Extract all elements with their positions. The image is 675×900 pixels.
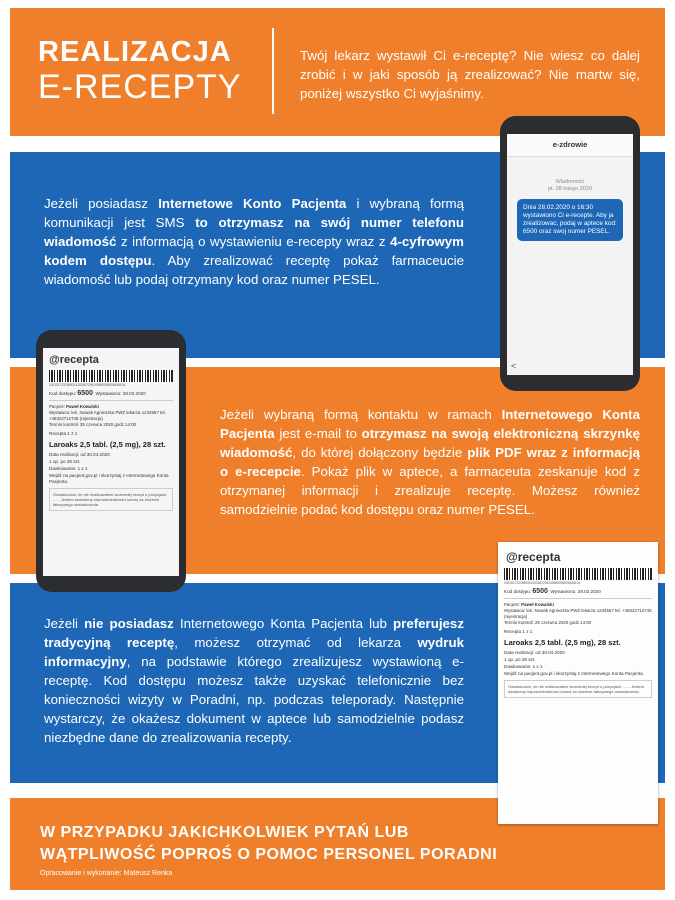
email-section-text: Jeżeli wybraną formą kontaktu w ramach Internetowego Konta Pacjenta jest e-mail to otrzymasz na swoją elektroniczną skrzynkę wiadomość, do której dołączony będzie plik PDF wraz z informacją o e-recepcie. Pokaż plik w aptece, a farmaceuta zeskanuje kod z otrzymanej informacji i zrealizuje receptę. Możesz również samodzielnie podać kod dostępu oraz numer PESEL. (220, 407, 641, 517)
intro-text: Twój lekarz wystawił Ci e-receptę? Nie wiesz co dalej zrobić i w jaki sposób ją zrealizować? Nie martw się, poniżej wszystko Ci wyjaśnimy. (300, 48, 640, 101)
paper-access-code-row: Kod dostępu: 6500 Wystawiono: 28.02.2020 (504, 588, 601, 595)
realization-date: Data realizacji: od 30.04.2020 (49, 452, 110, 457)
package-info: 1 op. po 28 szt. (49, 459, 81, 464)
paper-package-info: 1 op. po 28 szt. (504, 657, 536, 662)
paper-ikp-note: Wejdź na pacjent.gov.pl i skorzystaj z Internetowego Konta Pacjenta. (504, 671, 645, 676)
paper-erecepta-logo: @recepta (506, 550, 561, 564)
footer-line1: W PRZYPADKU JAKICHKOLWIEK PYTAŃ LUB (40, 824, 409, 841)
footer-line2: WĄTPLIWOŚĆ POPROŚ O POMOC PERSONEL PORADNI (40, 846, 498, 863)
sms-section-text: Jeżeli posiadasz Internetowe Konto Pacjenta i wybraną formą komunikacji jest SMS to otrzymasz na swój numer telefonu wiadomość z informacją o wystawieniu e-recepty wraz z 4-cyfrowym kodem dostępu. Aby zrealizować receptę pokaż farmaceucie wiadomość lub podaj otrzymany kod oraz numer PESEL. (44, 196, 464, 287)
ikp-note: Wejdź na pacjent.gov.pl i skorzystaj z Internetowego Konta Pacjenta. (49, 473, 169, 484)
printed-erecepta-illustration (498, 542, 658, 824)
print-section-text: Jeżeli nie posiadasz Internetowego Konta Pacjenta lub preferujesz tradycyjną receptę, możesz otrzymać od lekarza wydruk informacyjny, na podstawie którego zrealizujesz wystawioną e-receptę. Kod dostępu możesz także uzyskać telefonicznie bez konieczności wizyty w Poradni, np. podczas teleporady. Następnie wystarczy, że okażesz dokument w aptece lub samodzielnie podasz niezbędne dane do zrealizowania recepty. (44, 616, 464, 745)
sms-app-title: e-zdrowie (507, 134, 633, 157)
paper-patient-block: Pacjent: Paweł Kowalski Wystawca: lek. Nowak Agnieszka PWZ lekarza 1234567 tel. +48322712745 (rejestracja) Termin kontroli: 25 czerwca 2020 godz.14:00 (504, 598, 652, 626)
paper-barcode (504, 568, 652, 580)
drug-name: Laroaks 2,5 tabl. (2,5 mg), 28 szt. (49, 440, 166, 449)
barcode-number: 1001017231899314103367294243659095006436104 (49, 383, 126, 387)
statement-box: Oświadczam, że nie realizowałem wcześniej recept o pozycjach: ...... Jestem świadomy odpowiedzialności karnej za złożenie fałszywego oświadczenia. (49, 488, 173, 511)
sms-phone-illustration (500, 116, 640, 391)
sms-meta: Wiadomość pt. 28 lutego 2020 (547, 179, 593, 192)
title-divider (272, 28, 274, 114)
access-code-row: Kod dostępu: 6500 Wystawiono: 28.02.2020 (49, 390, 146, 397)
paper-barcode-number: 1001017231899314103367294243659095006436104 (504, 581, 581, 585)
paper-recipe-number: Recepta 1 z 1 (504, 629, 533, 634)
erecepta-logo: @recepta (49, 354, 99, 366)
back-arrow-icon: < (511, 361, 517, 371)
erecepta-phone-screen (43, 348, 179, 576)
paper-statement-box: Oświadczam, że nie realizowałem wcześniej recept o pozycjach: ...... Jestem świadomy odpowiedzialności karnej za złożenie fałszywego oświadczenia. (504, 680, 652, 698)
sms-phone-screen (507, 134, 633, 375)
title-line2: E-RECEPTY (38, 68, 242, 106)
credit-text: Opracowanie i wykonanie: Mateusz Renka (40, 870, 173, 877)
paper-dosage: Dawkowanie: 1 x 1 (504, 664, 543, 669)
patient-block: Pacjent: Paweł Kowalski Wystawca: lek. Nowak Agnieszka PWZ lekarza 1234567 tel. +48322712745 (rejestracja) Termin kontroli: 25 czerwca 2020 godz.14:00 (49, 400, 173, 428)
erecepta-phone-illustration (36, 330, 186, 592)
recipe-number: Recepta 1 z 1 (49, 431, 78, 436)
title-line1: REALIZACJA (38, 36, 232, 68)
paper-realization-date: Data realizacji: od 30.04.2020 (504, 650, 565, 655)
paper-drug-name: Laroaks 2,5 tabl. (2,5 mg), 28 szt. (504, 638, 621, 647)
dosage: Dawkowanie: 1 x 1 (49, 466, 88, 471)
barcode (49, 370, 173, 382)
sms-message-bubble: Dnia 28.02.2020 o 16:30 wystawiono Ci e-recepte. Aby ja zrealizowac, podaj w aptece kod: 6500 oraz swoj numer PESEL. (517, 199, 623, 241)
